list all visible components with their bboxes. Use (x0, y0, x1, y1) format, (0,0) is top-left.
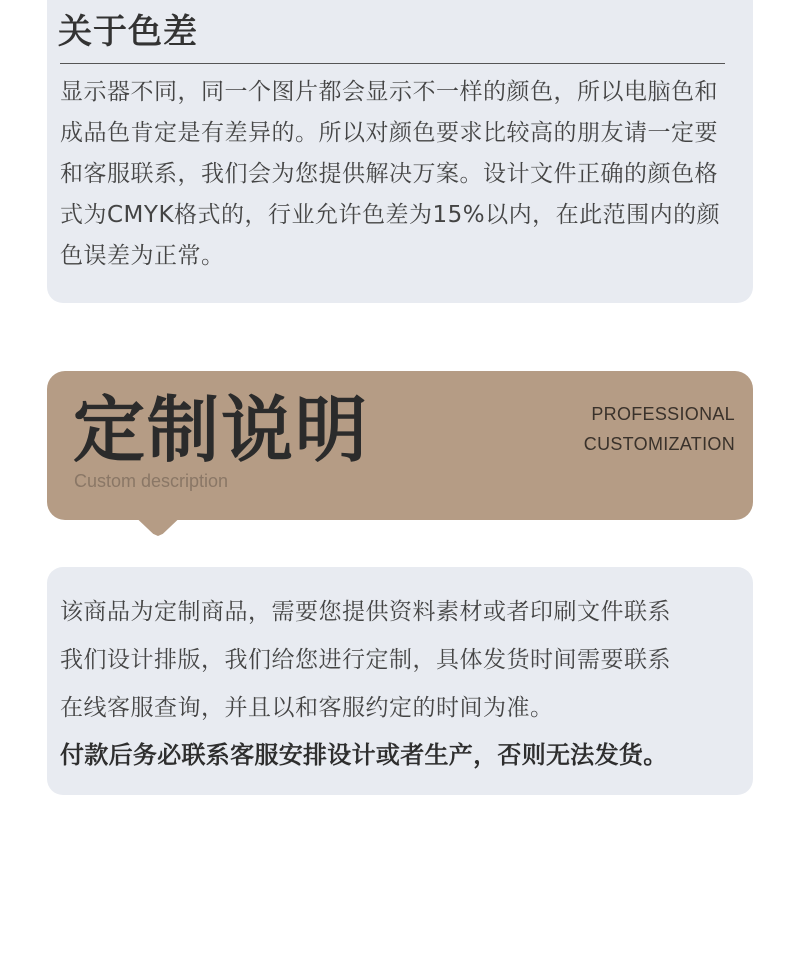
title-divider (60, 63, 725, 64)
color-difference-title: 关于色差 (58, 12, 198, 52)
custom-description-line: 在线客服查询，并且以和客服约定的时间为准。 (60, 695, 554, 721)
banner-title: 定制说明 (73, 388, 370, 472)
custom-description-warning: 付款后务必联系客服安排设计或者生产，否则无法发货。 (60, 741, 668, 769)
banner-english-label (584, 399, 735, 459)
custom-description-line: 该商品为定制商品，需要您提供资料素材或者印刷文件联系 (60, 599, 671, 625)
custom-description-line: 我们设计排版，我们给您进行定制，具体发货时间需要联系 (60, 647, 671, 673)
banner-english-line-1: PROFESSIONAL (591, 404, 735, 424)
banner-subtitle: Custom description (74, 471, 229, 491)
banner-pointer (128, 510, 188, 536)
banner-english-line-2: CUSTOMIZATION (583, 434, 735, 454)
color-difference-text: 显示器不同，同一个图片都会显示不一样的颜色，所以电脑色和成品色肯定是有差异的。所以对颜色要求比较高的朋友请一定要和客服联系，我们会为您提供解决万案。设计文件正确的颜色格式为CMYK格式的，行业允许色差为15%以内，在此范围内的颜色误差为正常。 (60, 79, 721, 269)
